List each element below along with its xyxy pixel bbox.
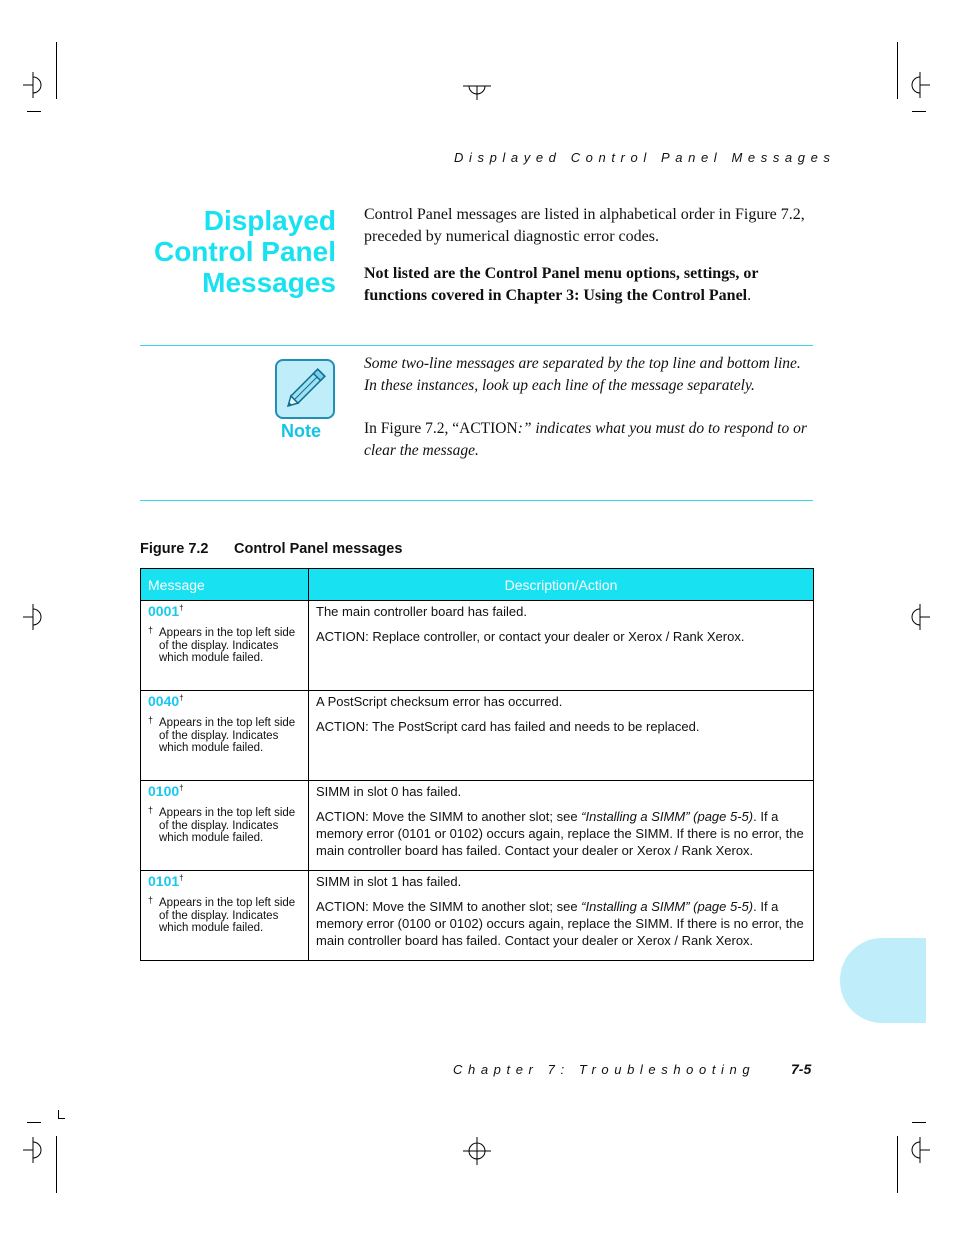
error-code: 0001† [148, 603, 184, 619]
note-paragraph: Some two-line messages are separated by the top line and bottom line. In these instances, look up each line of the message separately. [364, 355, 801, 394]
footnote: † Appears in the top left side of the display. Indicates which module failed. [148, 625, 296, 665]
description-cell: SIMM in slot 1 has failed. ACTION: Move the SIMM to another slot; see “Installing a SIMM” (page 5-5). If a memory error (0100 or 0102) occurs again, replace the SIMM. If there is no error, the main controller board has failed. Contact your dealer or Xerox / Rank Xerox. [309, 871, 814, 961]
note-paragraph: In Figure 7.2, “ACTION:” indicates what you must do to respond to or clear the message. [364, 420, 807, 459]
running-head: Displayed Control Panel Messages [454, 150, 836, 165]
chapter-thumb-tab [840, 938, 926, 1023]
registration-mark-icon [23, 72, 43, 98]
registration-mark-icon [463, 1137, 491, 1165]
table-row [141, 691, 814, 781]
action-text: ACTION: Move the SIMM to another slot; see “Installing a SIMM” (page 5-5). If a memory error (0100 or 0102) occurs again, replace the SIMM. If there is no error, the main controller board has failed. Contact your dealer or Xerox / Rank Xerox. [316, 899, 804, 948]
registration-mark-icon [910, 72, 930, 98]
error-code: 0040† [148, 693, 184, 709]
message-cell [141, 781, 309, 871]
footnote: † Appears in the top left side of the display. Indicates which module failed. [148, 805, 296, 845]
table-row [141, 601, 814, 691]
page-number: 7-5 [791, 1061, 812, 1077]
note-bottom-rule [140, 500, 813, 501]
registration-mark-icon [23, 604, 43, 630]
action-text: ACTION: The PostScript card has failed and needs to be replaced. [316, 719, 700, 734]
pencil-icon [275, 359, 335, 419]
registration-mark-icon [463, 78, 491, 100]
table-row [141, 871, 814, 961]
description-cell: The main controller board has failed. ACTION: Replace controller, or contact your dealer or Xerox / Rank Xerox. [309, 601, 814, 691]
column-header-message: Message [141, 569, 309, 601]
figure-title: Control Panel messages [234, 541, 403, 557]
registration-mark-icon [910, 604, 930, 630]
note-top-rule [140, 345, 813, 346]
message-cell [141, 691, 309, 781]
message-cell [141, 871, 309, 961]
message-cell [141, 601, 309, 691]
registration-mark-icon [910, 1137, 930, 1163]
error-code: 0101† [148, 873, 184, 889]
not-listed-paragraph: Not listed are the Control Panel menu options, settings, or functions covered in Chapter 3: Using the Control Panel. [364, 265, 759, 304]
section-title: Displayed Control Panel Messages [153, 205, 336, 298]
running-foot: Chapter 7: Troubleshooting [453, 1062, 756, 1077]
note-text [364, 353, 814, 483]
intro-text [364, 204, 814, 322]
column-header-description: Description/Action [309, 569, 814, 601]
table-header-row [141, 569, 814, 601]
messages-table [140, 568, 814, 961]
description-cell: SIMM in slot 0 has failed. ACTION: Move the SIMM to another slot; see “Installing a SIMM” (page 5-5). If a memory error (0101 or 0102) occurs again, replace the SIMM. If there is no error, the main controller board has failed. Contact your dealer or Xerox / Rank Xerox. [309, 781, 814, 871]
error-code: 0100† [148, 783, 184, 799]
footnote: † Appears in the top left side of the display. Indicates which module failed. [148, 895, 296, 935]
action-text: ACTION: Replace controller, or contact your dealer or Xerox / Rank Xerox. [316, 629, 745, 644]
action-text: ACTION: Move the SIMM to another slot; see “Installing a SIMM” (page 5-5). If a memory error (0101 or 0102) occurs again, replace the SIMM. If there is no error, the main controller board has failed. Contact your dealer or Xerox / Rank Xerox. [316, 809, 804, 858]
figure-caption [140, 541, 402, 557]
figure-label: Figure 7.2 [140, 541, 209, 557]
description-cell: A PostScript checksum error has occurred. ACTION: The PostScript card has failed and needs to be replaced. [309, 691, 814, 781]
note-label: Note [281, 421, 321, 441]
footnote: † Appears in the top left side of the display. Indicates which module failed. [148, 715, 296, 755]
table-row [141, 781, 814, 871]
intro-paragraph: Control Panel messages are listed in alphabetical order in Figure 7.2, preceded by numerical diagnostic error codes. [364, 206, 805, 245]
registration-mark-icon [23, 1137, 43, 1163]
